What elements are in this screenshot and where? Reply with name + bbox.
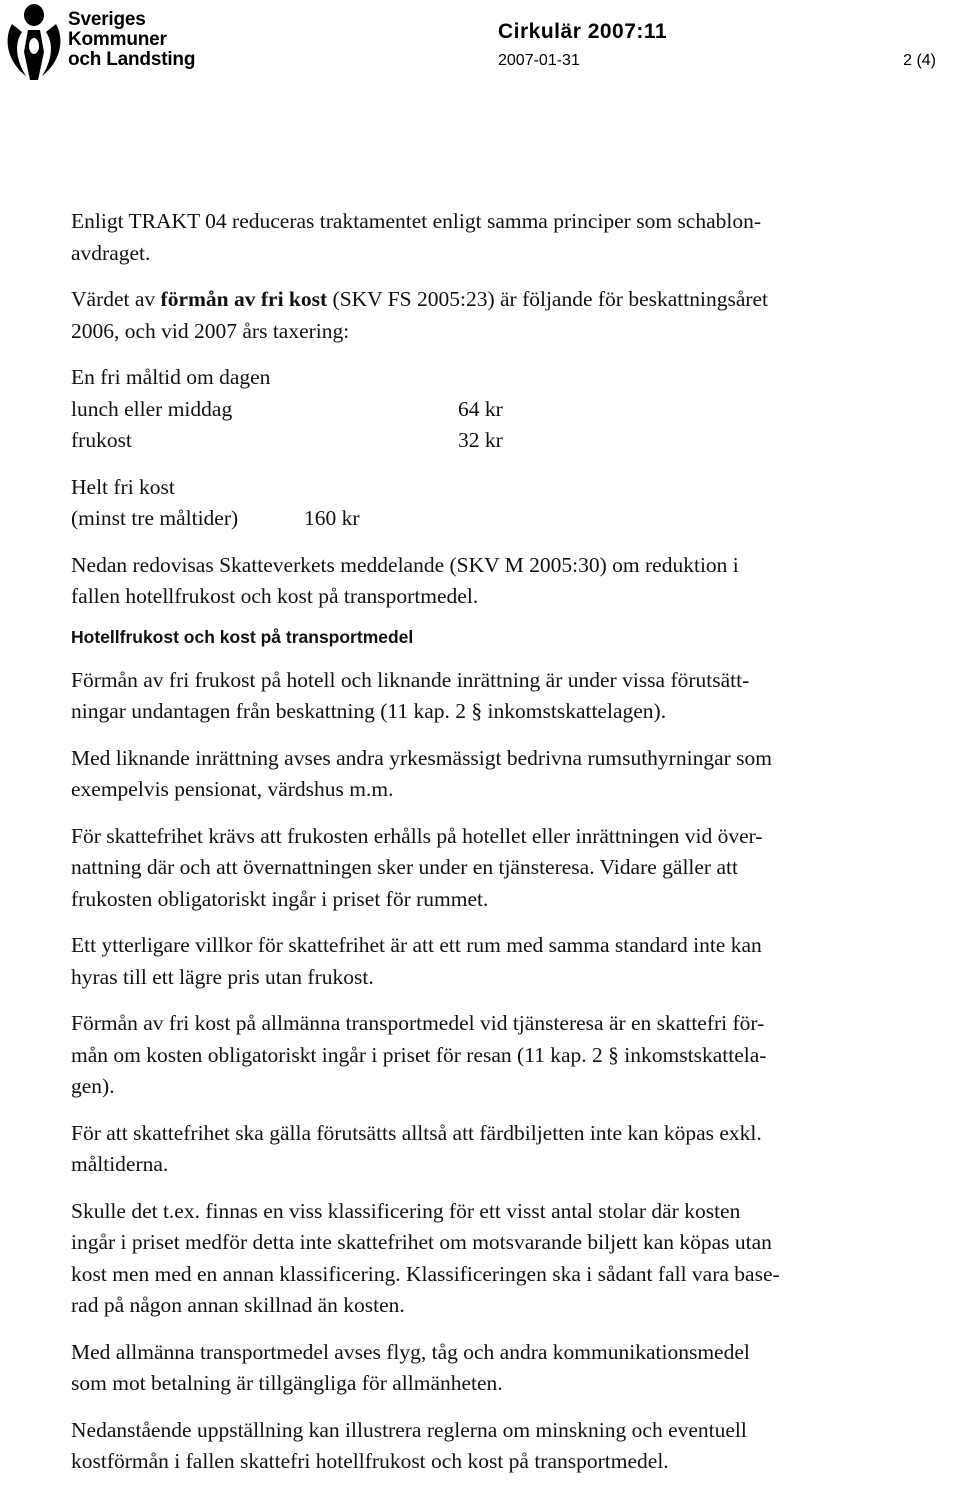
document-body <box>71 206 931 1478</box>
row-label: (minst tre måltider) <box>71 506 239 530</box>
page-number: 2 (4) <box>903 52 936 69</box>
paragraph: Förmån av fri frukost på hotell och liknande inrättning är under vissa förutsätt- ningar undantagen från beskattning (11 kap. 2 § inkomstskattelagen). <box>71 667 750 723</box>
logo-wordmark <box>68 10 195 70</box>
row-value: 64 kr <box>458 396 503 421</box>
table-row <box>71 425 931 457</box>
paragraph: Med allmänna transportmedel avses flyg, tåg och andra kommunikationsmedel som mot betalning är tillgängliga för allmänheten. <box>71 1339 750 1395</box>
paragraph: Förmån av fri kost på allmänna transportmedel vid tjänsteresa är en skattefri för- mån om kosten obligatoriskt ingår i priset för resan (11 kap. 2 § inkomstskattela- gen). <box>71 1011 767 1098</box>
row-label: lunch eller middag <box>71 396 233 421</box>
table-row <box>71 503 931 535</box>
paragraph: Värdet av förmån av fri kost (SKV FS 2005:23) är följande för beskattningsåret 2006, och vid 2007 års taxering: <box>71 287 769 343</box>
paragraph: Ett ytterligare villkor för skattefrihet är att ett rum med samma standard inte kan hyras till ett lägre pris utan frukost. <box>71 933 762 989</box>
table-heading: Helt fri kost <box>71 474 175 499</box>
section-heading: Hotellfrukost och kost på transportmedel <box>71 626 414 647</box>
paragraph: Skulle det t.ex. finnas en viss klassificering för ett visst antal stolar där kosten ingår i priset medför detta inte skattefrihet om motsvarande biljett kan köpas utan kost men med en annan klassificering. Klassificeringen ska i sådant fall vara base- rad på någon annan skillnad än kosten. <box>71 1198 780 1317</box>
skl-logo <box>4 2 194 82</box>
row-value: 32 kr <box>458 428 503 452</box>
benefit-table-2 <box>71 472 931 535</box>
table-heading: En fri måltid om dagen <box>71 365 271 389</box>
skl-emblem-icon <box>4 2 64 82</box>
paragraph: Nedan redovisas Skatteverkets meddelande (SKV M 2005:30) om reduktion i fallen hotellfrukost och kost på transportmedel. <box>71 552 739 608</box>
paragraph: Med liknande inrättning avses andra yrkesmässigt bedrivna rumsuthyrningar som exempelvis pensionat, värdshus m.m. <box>71 745 772 801</box>
row-value: 160 kr <box>304 506 360 530</box>
paragraph: Nedanstående uppställning kan illustrera reglerna om minskning och eventuell kostförmån i fallen skattefri hotellfrukost och kost på transportmedel. <box>71 1417 747 1473</box>
benefit-table-1 <box>71 362 931 457</box>
logo-line-3: och Landsting <box>68 49 196 70</box>
circular-date: 2007-01-31 <box>498 52 580 69</box>
logo-line-1: Sveriges <box>68 9 146 30</box>
paragraph: För att skattefrihet ska gälla förutsätts alltså att färdbiljetten inte kan köpas exkl. måltiderna. <box>71 1120 762 1176</box>
page-header <box>0 0 960 90</box>
row-label: frukost <box>71 428 132 452</box>
table-row <box>71 394 931 426</box>
paragraph: För skattefrihet krävs att frukosten erhålls på hotellet eller inrättningen vid över- nattning där och att övernattningen sker under en tjänsteresa. Vidare gäller att frukosten obligatoriskt ingår i priset för rummet. <box>71 823 763 911</box>
logo-line-2: Kommuner <box>68 29 167 50</box>
circular-title: Cirkulär 2007:11 <box>498 20 668 43</box>
bold-term: förmån av fri kost <box>160 287 328 311</box>
paragraph: Enligt TRAKT 04 reduceras traktamentet enligt samma principer som schablon- avdraget. <box>71 209 762 265</box>
